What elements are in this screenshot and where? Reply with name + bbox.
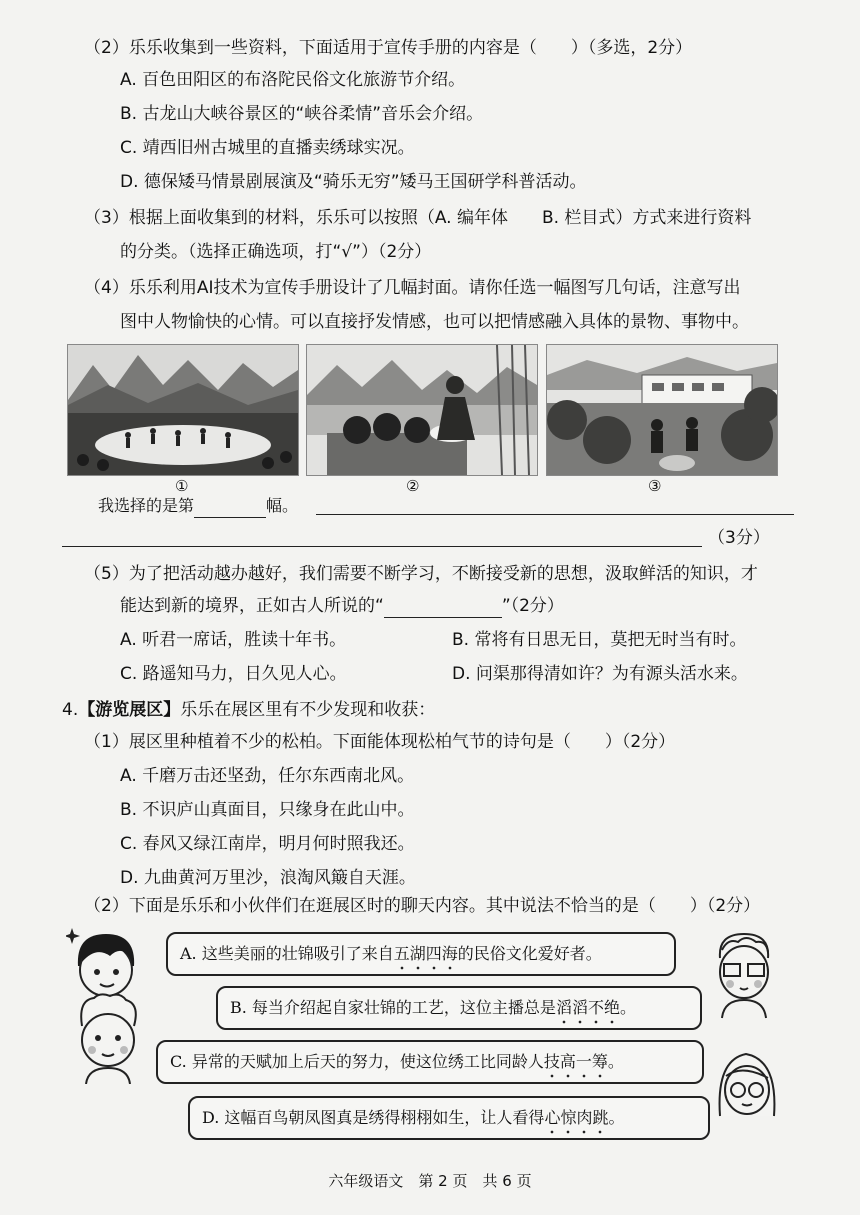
- chat-bubble-a: [166, 932, 676, 976]
- q5-line2-prefix: 能达到新的境界，正如古人所说的“: [120, 596, 384, 616]
- q2-option-b: B. 古龙山大峡谷景区的“峡谷柔情”音乐会介绍。: [120, 104, 484, 124]
- q5-option-a: A. 听君一席话，胜读十年书。: [120, 630, 347, 650]
- q2-stem: （2）乐乐收集到一些资料，下面适用于宣传手册的内容是（ ）（多选，2分）: [84, 38, 693, 58]
- bubble-d-dotted-idiom: 心惊肉跳: [544, 1107, 608, 1135]
- avatar-boy-curly: [70, 992, 146, 1088]
- bubble-a-end: 的民俗文化爱好者。: [457, 944, 602, 963]
- q3-line1: （3）根据上面收集到的材料，乐乐可以按照（A. 编年体 B. 栏目式）方式来进行资料: [84, 208, 752, 228]
- bubble-b-dotted-idiom: 滔滔不绝: [556, 997, 620, 1025]
- caption-3: ③: [648, 477, 662, 495]
- q5-option-b: B. 常将有日思无日，莫把无时当有时。: [452, 630, 747, 650]
- bubble-c-end: 。: [607, 1052, 624, 1071]
- page-footer: 六年级语文 第 2 页 共 6 页: [328, 1172, 532, 1190]
- bubble-d-end: 。: [608, 1108, 625, 1127]
- bubble-b-end: 。: [619, 998, 636, 1017]
- chat-bubble-c: [156, 1040, 704, 1084]
- bubble-a-text: A. 这些美丽的壮锦吸引了来自: [180, 944, 394, 963]
- bubble-b-text: B. 每当介绍起自家壮锦的工艺，这位主播总是: [230, 998, 556, 1017]
- s4q1-option-a: A. 千磨万击还坚劲，任尔东西南北风。: [120, 766, 415, 786]
- caption-2: ②: [406, 477, 420, 495]
- q4-line2: 图中人物愉快的心情。可以直接抒发情感，也可以把情感融入具体的景物、事物中。: [120, 312, 749, 332]
- bubble-c-text: C. 异常的天赋加上后天的努力，使这位绣工比同龄人: [170, 1052, 544, 1071]
- chat-bubble-b: [216, 986, 702, 1030]
- s4q1-option-c: C. 春风又绿江南岸，明月何时照我还。: [120, 834, 415, 854]
- avatar-boy-glasses: [708, 928, 780, 1024]
- s4q1-option-b: B. 不识庐山真面目，只缘身在此山中。: [120, 800, 415, 820]
- q5-line1: （5）为了把活动越办越好，我们需要不断学习，不断接受新的思想，汲取鲜活的知识，才: [84, 564, 758, 584]
- bubble-d-text: D. 这幅百鸟朝凤图真是绣得栩栩如生，让人看得: [202, 1108, 545, 1127]
- s4q2-stem: （2）下面是乐乐和小伙伴们在逛展区时的聊天内容。其中说法不恰当的是（ ）（2分）: [84, 896, 761, 916]
- q5-option-d: D. 问渠那得清如许？为有源头活水来。: [452, 664, 748, 684]
- answer-line-1[interactable]: [316, 514, 794, 515]
- chat-bubble-d: [188, 1096, 710, 1140]
- q2-option-c: C. 靖西旧州古城里的直播卖绣球实况。: [120, 138, 415, 158]
- answer-suffix: 幅。: [266, 496, 299, 515]
- quote-blank[interactable]: [384, 597, 502, 618]
- section-title: 【游览展区】: [78, 700, 181, 720]
- cover-image-1-festival-dance: [67, 344, 299, 476]
- bubble-a-dotted-idiom: 五湖四海: [394, 943, 458, 971]
- q2-option-a: A. 百色田阳区的布洛陀民俗文化旅游节介绍。: [120, 70, 466, 90]
- q5-line2-suffix: ”（2分）: [501, 596, 564, 616]
- bubble-c-dotted-idiom: 技高一筹: [544, 1051, 608, 1079]
- q4-score: （3分）: [708, 528, 770, 548]
- section-number: 4.: [62, 700, 79, 720]
- q4-line1: （4）乐乐利用AI技术为宣传手册设计了几幅封面。请你任选一幅图写几句话，注意写出: [84, 278, 741, 298]
- s4q1-stem: （1）展区里种植着不少的松柏。下面能体现松柏气节的诗句是（ ）（2分）: [84, 732, 676, 752]
- cover-image-2-embroidery: [306, 344, 538, 476]
- q5-option-c: C. 路遥知马力，日久见人心。: [120, 664, 347, 684]
- section-intro: 乐乐在展区里有不少发现和收获：: [180, 700, 436, 720]
- caption-1: ①: [175, 477, 189, 495]
- q2-option-d: D. 德保矮马情景剧展演及“骑乐无穷”矮马王国研学科普活动。: [120, 172, 587, 192]
- s4q1-option-d: D. 九曲黄河万里沙，浪淘风簸自天涯。: [120, 868, 416, 888]
- avatar-girl-glasses: [712, 1046, 782, 1140]
- q3-line2: 的分类。（选择正确选项，打“√”）（2分）: [120, 242, 432, 262]
- answer-prefix: 我选择的是第: [98, 496, 195, 515]
- picture-number-blank[interactable]: [194, 497, 266, 518]
- answer-line-2[interactable]: [62, 546, 702, 547]
- cover-image-3-orchard-harvest: [546, 344, 778, 476]
